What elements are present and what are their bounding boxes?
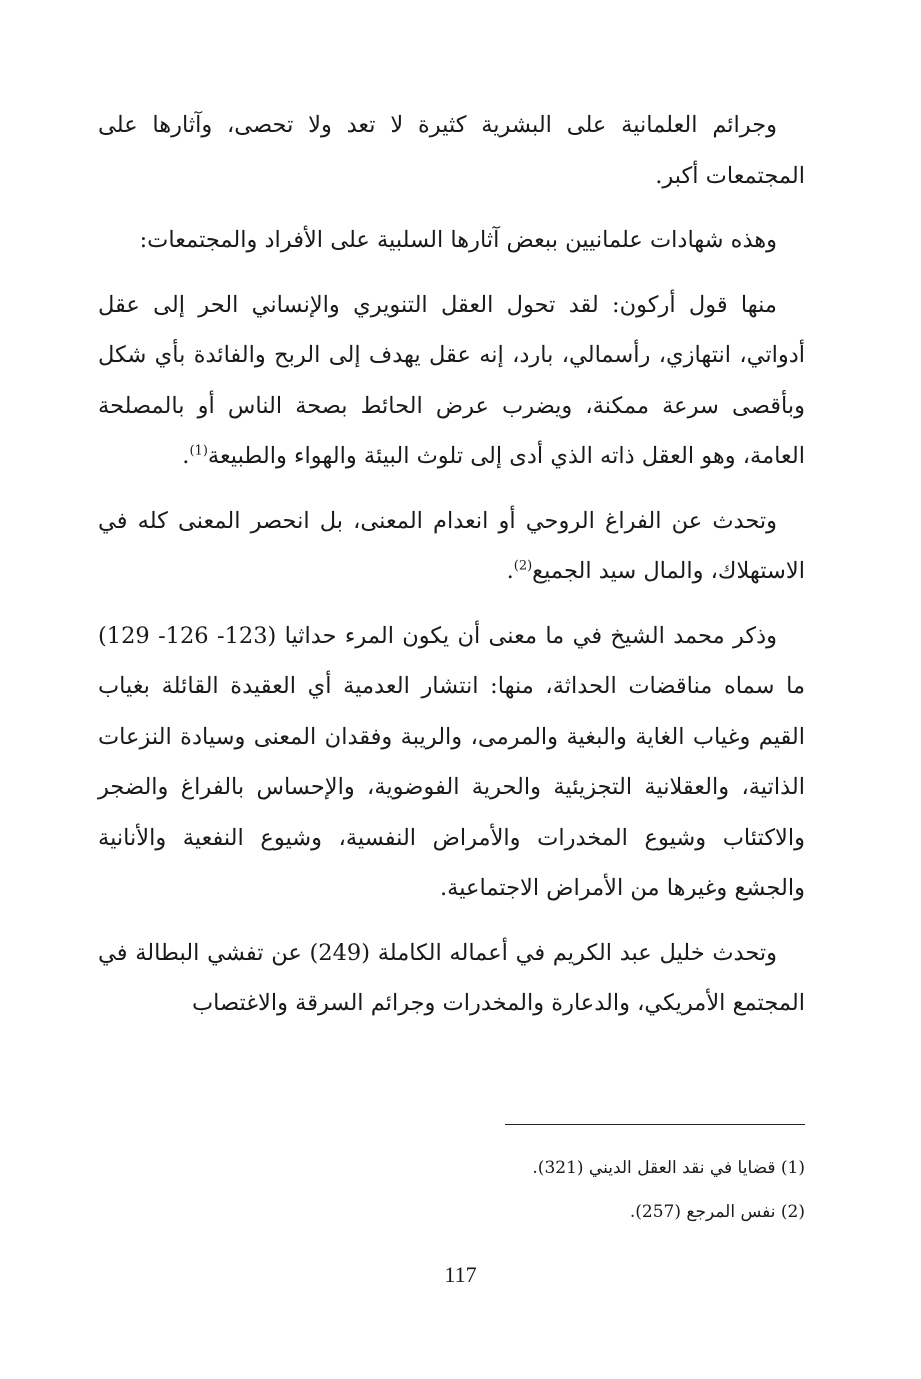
footnote-marker-2: (2)	[513, 558, 533, 574]
paragraph-4-end: .	[506, 558, 514, 584]
footnote-2: (2) نفس المرجع (257).	[629, 1202, 805, 1222]
paragraph-4	[98, 496, 805, 597]
paragraph-5: وذكر محمد الشيخ في ما معنى أن يكون المرء حداثيا (123- 126- 129) ما سماه مناقضات الحداثة، منها: انتشار العدمية أي العقيدة القائلة بغياب القيم وغياب الغاية والبغية والمرمى، والريبة وفقدان المعنى وسيادة النزعات الذاتية، والعقلانية التجزيئية والحرية الفوضوية، والإحساس بالفراغ والضجر والاكتئاب وشيوع المخدرات والأمراض النفسية، وشيوع النفعية والأنانية والجشع وغيرها من الأمراض الاجتماعية.	[98, 622, 805, 901]
paragraph-6: وتحدث خليل عبد الكريم في أعماله الكاملة (249) عن تفشي البطالة في المجتمع الأمريكي، والدعارة والمخدرات وجرائم السرقة والاغتصاب	[98, 939, 805, 1016]
paragraph-3	[98, 280, 805, 482]
footnote-divider	[505, 1124, 805, 1125]
footnote-marker-1: (1)	[189, 443, 208, 459]
paragraph-4-text: وتحدث عن الفراغ الروحي أو انعدام المعنى، بل انحصر المعنى كله في الاستهلاك، والمال سيد الجميع	[98, 507, 805, 584]
paragraph-2: وهذه شهادات علمانيين ببعض آثارها السلبية على الأفراد والمجتمعات:	[139, 227, 777, 253]
page-number: 117	[444, 1262, 477, 1287]
footnotes	[98, 1146, 805, 1234]
paragraph-3-text: منها قول أركون: لقد تحول العقل التنويري والإنساني الحر إلى عقل أدواتي، انتهازي، رأسمالي، بارد، إنه عقل يهدف إلى الربح والفائدة بأي شكل وبأقصى سرعة ممكنة، ويضرب عرض الحائط بصحة الناس أو بالمصلحة العامة، وهو العقل ذاته الذي أدى إلى تلوث البيئة والهواء والطبيعة	[98, 291, 805, 469]
paragraph-3-end: .	[182, 443, 190, 469]
main-text	[98, 100, 805, 1043]
paragraph-1: وجرائم العلمانية على البشرية كثيرة لا تعد ولا تحصى، وآثارها على المجتمعات أكبر.	[98, 112, 805, 189]
footnote-1: (1) قضايا في نقد العقل الديني (321).	[532, 1158, 805, 1178]
